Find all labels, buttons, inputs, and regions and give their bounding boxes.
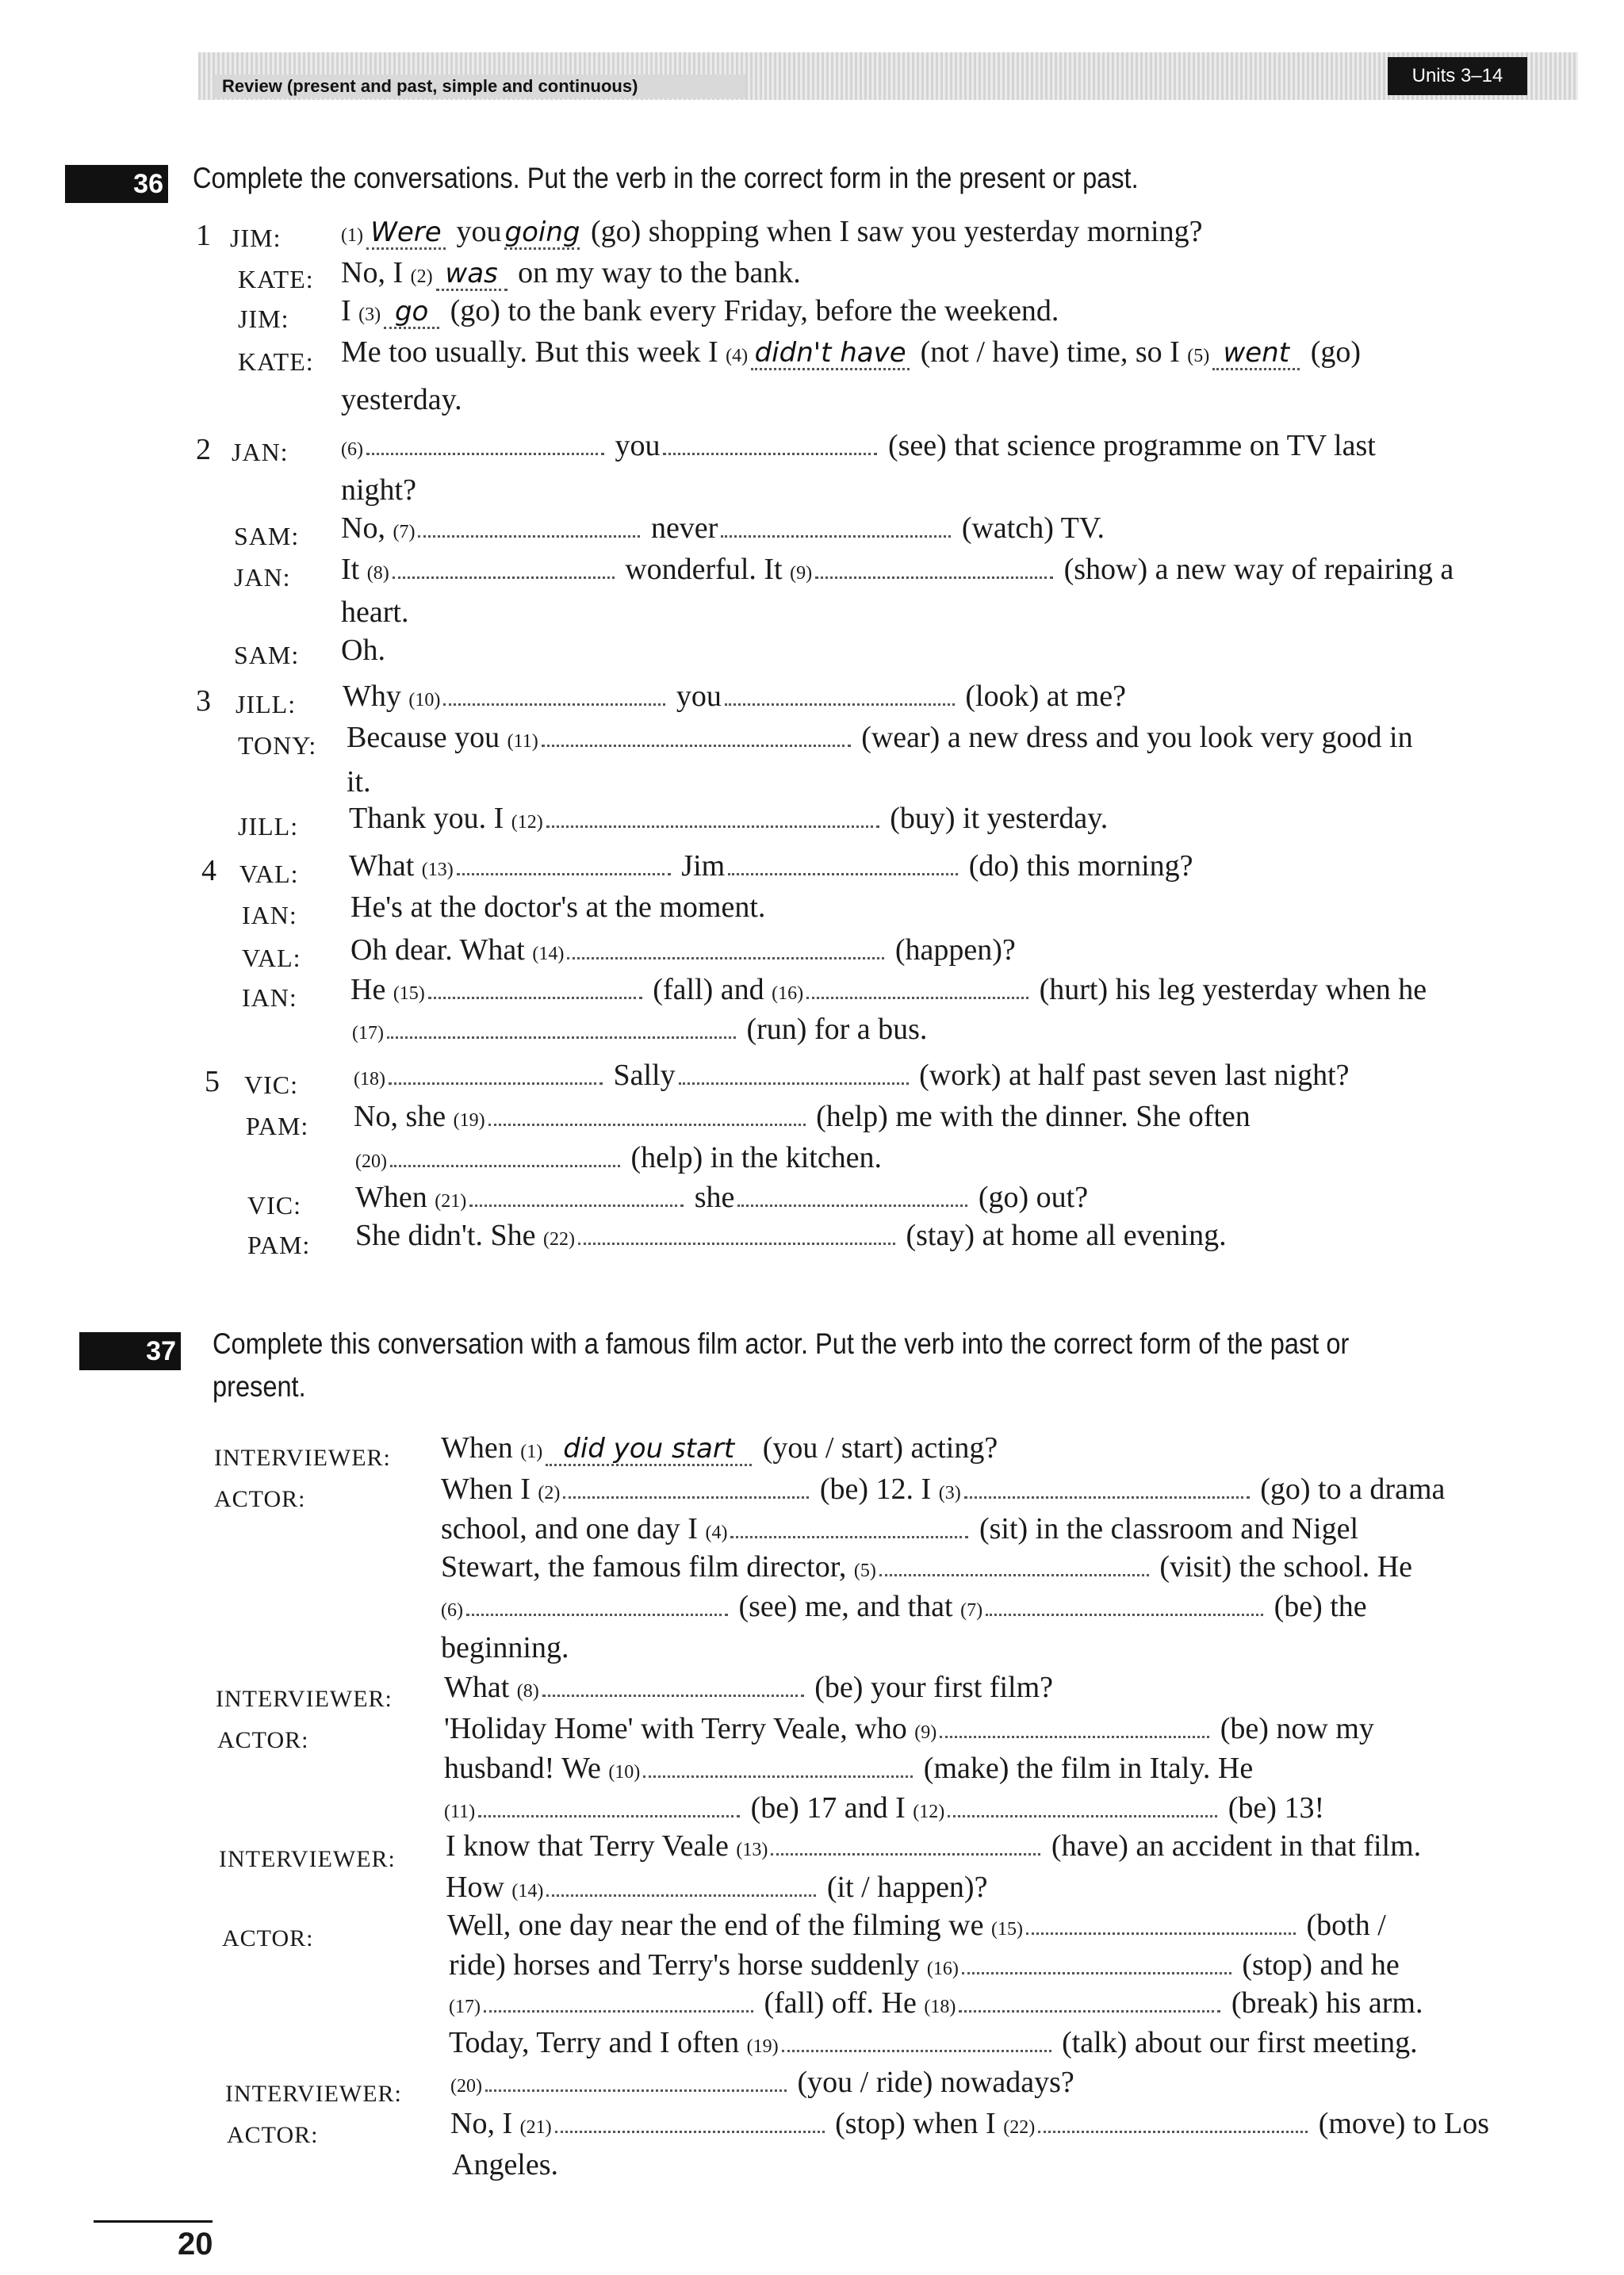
line-text: Jim bbox=[681, 849, 726, 883]
dialogue-number: 1 bbox=[196, 219, 211, 252]
dialogue-line bbox=[354, 1055, 1350, 1100]
line-text: (look) at me? bbox=[965, 680, 1126, 713]
gap-number: (6) bbox=[441, 1600, 463, 1621]
dialogue-number: 3 bbox=[196, 684, 211, 718]
line-text: (happen)? bbox=[894, 933, 1016, 967]
gap-number: (20) bbox=[450, 2076, 482, 2097]
page-number: 20 bbox=[178, 2227, 213, 2262]
answer-gap[interactable] bbox=[542, 1671, 804, 1697]
speaker-label: INTERVIEWER: bbox=[216, 1686, 393, 1712]
line-text: heart. bbox=[341, 596, 409, 629]
line-text: (work) at half past seven last night? bbox=[919, 1059, 1350, 1092]
dialogue-line bbox=[450, 2062, 1074, 2107]
line-text: What bbox=[444, 1671, 510, 1704]
answer-gap[interactable] bbox=[962, 1948, 1231, 1974]
dialogue-line bbox=[341, 425, 1376, 470]
answer-gap[interactable] bbox=[469, 1181, 684, 1207]
dialogue-line bbox=[444, 1748, 1253, 1793]
speaker-label: JIM: bbox=[238, 304, 289, 333]
dialogue-line bbox=[349, 798, 1108, 843]
line-text: (see) that science programme on TV last bbox=[887, 429, 1376, 462]
line-text: (go) bbox=[1310, 335, 1362, 369]
dialogue-line bbox=[444, 1708, 1374, 1753]
speaker-label: SAM: bbox=[234, 641, 300, 669]
answer-gap[interactable] bbox=[393, 553, 615, 579]
dialogue-line bbox=[450, 2103, 1489, 2148]
speaker-label: JAN: bbox=[234, 563, 291, 592]
answer-gap[interactable] bbox=[948, 1791, 1217, 1817]
answer-gap[interactable] bbox=[478, 1791, 740, 1817]
dialogue-line bbox=[341, 469, 416, 511]
line-text: (hurt) his leg yesterday when he bbox=[1039, 973, 1427, 1006]
answer-gap[interactable]: did you start bbox=[546, 1434, 752, 1466]
answer-gap[interactable] bbox=[578, 1219, 895, 1245]
answer-gap[interactable] bbox=[879, 1550, 1149, 1576]
dialogue-line bbox=[355, 1215, 1227, 1260]
answer-gap[interactable] bbox=[484, 1986, 753, 2013]
line-text: (see) me, and that bbox=[738, 1590, 953, 1623]
speaker-label: KATE: bbox=[238, 347, 314, 376]
speaker-label: SAM: bbox=[234, 522, 300, 550]
dialogue-line bbox=[441, 1469, 1445, 1514]
speaker-label: ACTOR: bbox=[214, 1486, 306, 1512]
answer-gap[interactable] bbox=[546, 1871, 816, 1897]
dialogue-line bbox=[341, 290, 1059, 335]
line-text: Why bbox=[343, 680, 401, 713]
dialogue-line bbox=[354, 1096, 1251, 1141]
speaker-label: ACTOR: bbox=[227, 2122, 319, 2148]
answer-gap[interactable] bbox=[443, 680, 665, 706]
answer-gap[interactable] bbox=[390, 1141, 620, 1167]
answer-gap[interactable] bbox=[725, 680, 955, 706]
section-title: Review (present and past, simple and continuous) bbox=[214, 75, 745, 98]
gap-number: (5) bbox=[853, 1561, 876, 1581]
dialogue-line bbox=[350, 887, 765, 928]
line-text: (buy) it yesterday. bbox=[890, 802, 1109, 835]
dialogue-number: 4 bbox=[201, 854, 216, 887]
dialogue-line bbox=[341, 331, 1361, 377]
gap-number: (10) bbox=[408, 690, 441, 710]
line-text: He bbox=[350, 973, 386, 1006]
line-text: (help) in the kitchen. bbox=[630, 1141, 883, 1174]
dialogue-line bbox=[441, 1427, 998, 1473]
gap-number: (14) bbox=[511, 1881, 544, 1902]
line-text: (fall) and bbox=[653, 973, 764, 1006]
dialogue-line bbox=[441, 1627, 569, 1668]
gap-number: (21) bbox=[519, 2117, 552, 2138]
answer-gap[interactable] bbox=[546, 802, 879, 828]
speaker-label: INTERVIEWER: bbox=[219, 1846, 396, 1872]
answer-gap[interactable] bbox=[782, 2026, 1051, 2052]
answer-gap[interactable] bbox=[964, 1473, 1250, 1499]
line-text: (be) now my bbox=[1220, 1712, 1374, 1745]
answer-gap[interactable] bbox=[643, 1752, 913, 1778]
answer-gap[interactable] bbox=[488, 1100, 806, 1126]
line-text: (have) an accident in that film. bbox=[1051, 1829, 1422, 1863]
dialogue-line bbox=[350, 969, 1427, 1014]
gap-number: (22) bbox=[1003, 2117, 1036, 2138]
line-text: (fall) off. He bbox=[764, 1986, 917, 2020]
gap-number: (19) bbox=[453, 1110, 485, 1131]
dialogue-line bbox=[341, 507, 1105, 553]
gap-number: (1) bbox=[520, 1442, 543, 1462]
dialogue-line bbox=[347, 761, 371, 802]
exercise-37-instruction: Complete this conversation with a famous film actor. Put the verb into the correct form of the past or bbox=[213, 1327, 1350, 1360]
speaker-label: ACTOR: bbox=[222, 1925, 314, 1951]
line-text: (be) the bbox=[1274, 1590, 1367, 1623]
speaker-label: JIM: bbox=[230, 224, 282, 252]
gap-number: (17) bbox=[352, 1023, 384, 1044]
dialogue-line bbox=[444, 1667, 1053, 1712]
line-text: (do) this morning? bbox=[968, 849, 1193, 883]
line-text: (be) 12. I bbox=[819, 1473, 932, 1506]
line-text: yesterday. bbox=[341, 383, 462, 416]
line-text: (stop) and he bbox=[1242, 1948, 1400, 1982]
dialogue-line bbox=[452, 2144, 558, 2185]
line-text: (both / bbox=[1306, 1909, 1386, 1942]
speaker-label: JILL: bbox=[238, 812, 299, 841]
line-text: (go) to the bank every Friday, before the weekend. bbox=[450, 294, 1059, 327]
line-text: it. bbox=[347, 765, 371, 799]
speaker-label: VAL: bbox=[239, 860, 299, 888]
line-text: you bbox=[456, 215, 502, 248]
answer-gap[interactable] bbox=[563, 1473, 809, 1499]
answer-gap[interactable] bbox=[679, 1059, 909, 1085]
exercise-36-number: 36 bbox=[65, 165, 168, 203]
line-text: (run) for a bus. bbox=[746, 1013, 928, 1046]
dialogue-line bbox=[449, 1982, 1423, 2028]
answer-gap[interactable]: didn't have bbox=[751, 338, 910, 370]
line-text: ride) horses and Terry's horse suddenly bbox=[449, 1948, 920, 1982]
gap-number: (9) bbox=[790, 563, 813, 584]
speaker-label: JILL: bbox=[236, 690, 297, 718]
line-text: No, I bbox=[341, 256, 404, 289]
dialogue-line bbox=[347, 717, 1413, 762]
dialogue-line bbox=[341, 549, 1454, 594]
line-text: When I bbox=[441, 1473, 530, 1506]
line-text: (sit) in the classroom and Nigel bbox=[979, 1512, 1359, 1545]
line-text: (watch) TV. bbox=[961, 511, 1105, 545]
dialogue-line bbox=[441, 1546, 1412, 1591]
gap-number: (13) bbox=[736, 1840, 768, 1860]
speaker-label: IAN: bbox=[242, 983, 297, 1012]
answer-gap[interactable]: go bbox=[384, 297, 439, 329]
line-text: (talk) about our first meeting. bbox=[1062, 2026, 1418, 2059]
speaker-label: INTERVIEWER: bbox=[225, 2081, 402, 2107]
line-text: Oh. bbox=[341, 634, 385, 667]
answer-gap[interactable] bbox=[728, 849, 958, 875]
line-text: Oh dear. What bbox=[350, 933, 525, 967]
gap-number: (4) bbox=[705, 1522, 728, 1543]
speaker-label: IAN: bbox=[242, 901, 297, 929]
speaker-label: PAM: bbox=[246, 1112, 309, 1140]
dialogue-number: 5 bbox=[205, 1065, 220, 1098]
line-text: When bbox=[441, 1431, 513, 1465]
dialogue-line bbox=[349, 845, 1193, 890]
speaker-label: KATE: bbox=[238, 265, 314, 293]
gap-number: (14) bbox=[532, 944, 565, 964]
answer-gap[interactable] bbox=[555, 2107, 825, 2133]
line-text: I bbox=[341, 294, 351, 327]
footer-rule bbox=[94, 2220, 213, 2223]
gap-number: (10) bbox=[608, 1762, 641, 1783]
exercise-36-instruction: Complete the conversations. Put the verb in the correct form in the present or past. bbox=[193, 162, 1139, 194]
speaker-label: INTERVIEWER: bbox=[214, 1445, 391, 1471]
line-text: (be) your first film? bbox=[814, 1671, 1054, 1704]
line-text: (be) 17 and I bbox=[750, 1791, 906, 1825]
answer-gap[interactable] bbox=[567, 933, 884, 959]
line-text: (go) shopping when I saw you yesterday morning? bbox=[590, 215, 1203, 248]
dialogue-line bbox=[341, 211, 1202, 256]
answer-gap[interactable]: went bbox=[1212, 338, 1300, 370]
line-text: Sally bbox=[613, 1059, 676, 1092]
gap-number: (12) bbox=[913, 1802, 945, 1822]
line-text: school, and one day I bbox=[441, 1512, 698, 1545]
line-text: wonderful. It bbox=[625, 553, 783, 586]
line-text: Thank you. I bbox=[349, 802, 504, 835]
line-text: never bbox=[650, 511, 718, 545]
speaker-label: VIC: bbox=[244, 1070, 298, 1099]
dialogue-line bbox=[446, 1825, 1421, 1871]
gap-number: (17) bbox=[449, 1997, 481, 2017]
speaker-label: TONY: bbox=[238, 731, 317, 760]
answer-gap[interactable] bbox=[1026, 1909, 1296, 1935]
dialogue-line bbox=[343, 676, 1126, 721]
line-text: No, bbox=[341, 511, 385, 545]
answer-gap[interactable] bbox=[366, 429, 604, 455]
line-text: (you / start) acting? bbox=[762, 1431, 998, 1465]
gap-number: (6) bbox=[341, 439, 363, 460]
line-text: (visit) the school. He bbox=[1159, 1550, 1413, 1584]
line-text: She didn't. She bbox=[355, 1219, 536, 1252]
line-text: (make) the film in Italy. He bbox=[923, 1752, 1254, 1785]
gap-number: (5) bbox=[1187, 346, 1210, 366]
answer-gap[interactable] bbox=[815, 553, 1053, 579]
dialogue-line bbox=[441, 1586, 1367, 1631]
line-text: When bbox=[355, 1181, 427, 1214]
line-text: (go) out? bbox=[978, 1181, 1089, 1214]
answer-gap[interactable] bbox=[542, 721, 851, 747]
answer-gap[interactable] bbox=[663, 429, 877, 455]
gap-number: (19) bbox=[746, 2036, 779, 2057]
answer-gap[interactable] bbox=[940, 1712, 1209, 1738]
gap-number: (15) bbox=[991, 1919, 1023, 1940]
line-text: she bbox=[694, 1181, 735, 1214]
gap-number: (12) bbox=[511, 812, 543, 833]
units-badge: Units 3–14 bbox=[1388, 57, 1527, 95]
gap-number: (7) bbox=[393, 522, 416, 542]
answer-gap[interactable] bbox=[730, 1512, 968, 1538]
gap-number: (2) bbox=[410, 266, 433, 287]
line-text: I know that Terry Veale bbox=[446, 1829, 729, 1863]
gap-number: (7) bbox=[960, 1600, 983, 1621]
gap-number: (20) bbox=[355, 1151, 387, 1172]
answer-gap[interactable] bbox=[428, 973, 642, 999]
gap-number: (4) bbox=[726, 346, 749, 366]
dialogue-line bbox=[341, 379, 462, 420]
line-text: beginning. bbox=[441, 1631, 569, 1664]
exercise-37-instruction-cont: present. bbox=[213, 1370, 306, 1403]
answer-gap[interactable]: was bbox=[436, 259, 508, 291]
line-text: Because you bbox=[347, 721, 500, 754]
speaker-label: VIC: bbox=[247, 1191, 301, 1220]
answer-gap[interactable] bbox=[771, 1829, 1040, 1856]
line-text: No, she bbox=[354, 1100, 446, 1133]
line-text: (it / happen)? bbox=[826, 1871, 988, 1904]
answer-gap[interactable] bbox=[737, 1181, 967, 1207]
line-text: (go) to a drama bbox=[1260, 1473, 1446, 1506]
gap-number: (16) bbox=[926, 1959, 959, 1979]
gap-number: (9) bbox=[914, 1722, 937, 1743]
speaker-label: PAM: bbox=[247, 1231, 311, 1259]
line-text: Today, Terry and I often bbox=[449, 2026, 740, 2059]
line-text: (stop) when I bbox=[835, 2107, 996, 2140]
gap-number: (18) bbox=[924, 1997, 956, 2017]
line-text: husband! We bbox=[444, 1752, 601, 1785]
answer-gap[interactable] bbox=[959, 1986, 1220, 2013]
dialogue-line bbox=[350, 929, 1016, 975]
line-text: you bbox=[615, 429, 661, 462]
line-text: on my way to the bank. bbox=[518, 256, 801, 289]
gap-number: (3) bbox=[358, 304, 381, 325]
gap-number: (21) bbox=[435, 1191, 467, 1212]
answer-gap[interactable] bbox=[806, 973, 1028, 999]
line-text: (wear) a new dress and you look very good in bbox=[861, 721, 1413, 754]
line-text: Angeles. bbox=[452, 2148, 559, 2181]
gap-number: (2) bbox=[538, 1483, 561, 1503]
answer-gap[interactable] bbox=[721, 511, 951, 538]
dialogue-line bbox=[447, 1905, 1386, 1950]
answer-gap[interactable] bbox=[466, 1590, 728, 1616]
gap-number: (8) bbox=[516, 1681, 539, 1702]
line-text: (move) to Los bbox=[1318, 2107, 1489, 2140]
answer-gap[interactable] bbox=[418, 511, 640, 538]
gap-number: (3) bbox=[938, 1483, 961, 1503]
gap-number: (16) bbox=[772, 983, 804, 1004]
line-text: It bbox=[341, 553, 360, 586]
line-text: Me too usually. But this week I bbox=[341, 335, 718, 369]
answer-gap[interactable] bbox=[389, 1059, 603, 1085]
gap-number: (1) bbox=[341, 225, 363, 246]
line-text: How bbox=[446, 1871, 504, 1904]
answer-gap[interactable]: going bbox=[504, 216, 580, 248]
line-text: Stewart, the famous film director, bbox=[441, 1550, 847, 1584]
dialogue-line bbox=[355, 1137, 882, 1182]
answer-gap[interactable] bbox=[485, 2066, 787, 2092]
line-text: (show) a new way of repairing a bbox=[1063, 553, 1454, 586]
speaker-label: VAL: bbox=[242, 944, 301, 972]
gap-number: (11) bbox=[507, 731, 538, 752]
line-text: you bbox=[676, 680, 722, 713]
gap-number: (15) bbox=[393, 983, 425, 1004]
speaker-label: ACTOR: bbox=[217, 1727, 309, 1753]
answer-gap[interactable] bbox=[457, 849, 671, 875]
dialogue-number: 2 bbox=[196, 433, 211, 466]
line-text: No, I bbox=[450, 2107, 513, 2140]
dialogue-line bbox=[341, 630, 385, 671]
exercise-37-number: 37 bbox=[79, 1332, 181, 1370]
gap-number: (18) bbox=[354, 1069, 385, 1090]
speaker-label: JAN: bbox=[232, 438, 289, 466]
line-text: He's at the doctor's at the moment. bbox=[350, 890, 766, 924]
dialogue-line bbox=[341, 592, 408, 633]
line-text: (be) 13! bbox=[1228, 1791, 1325, 1825]
gap-number: (13) bbox=[421, 860, 454, 880]
line-text: night? bbox=[341, 473, 416, 507]
answer-gap[interactable] bbox=[387, 1013, 736, 1039]
line-text: Well, one day near the end of the filming we bbox=[447, 1909, 984, 1942]
line-text: (you / ride) nowadays? bbox=[797, 2066, 1074, 2099]
dialogue-line bbox=[449, 2022, 1418, 2067]
line-text: (help) me with the dinner. She often bbox=[816, 1100, 1251, 1133]
answer-gap[interactable]: Were bbox=[366, 217, 446, 250]
gap-number: (8) bbox=[366, 563, 389, 584]
line-text: 'Holiday Home' with Terry Veale, who bbox=[444, 1712, 907, 1745]
line-text: (stay) at home all evening. bbox=[906, 1219, 1227, 1252]
line-text: What bbox=[349, 849, 415, 883]
gap-number: (11) bbox=[444, 1802, 476, 1822]
line-text: (break) his arm. bbox=[1231, 1986, 1423, 2020]
dialogue-line bbox=[352, 1009, 927, 1054]
line-text: (not / have) time, so I bbox=[920, 335, 1180, 369]
gap-number: (22) bbox=[542, 1229, 575, 1250]
answer-gap[interactable] bbox=[1038, 2107, 1308, 2133]
answer-gap[interactable] bbox=[986, 1590, 1263, 1616]
